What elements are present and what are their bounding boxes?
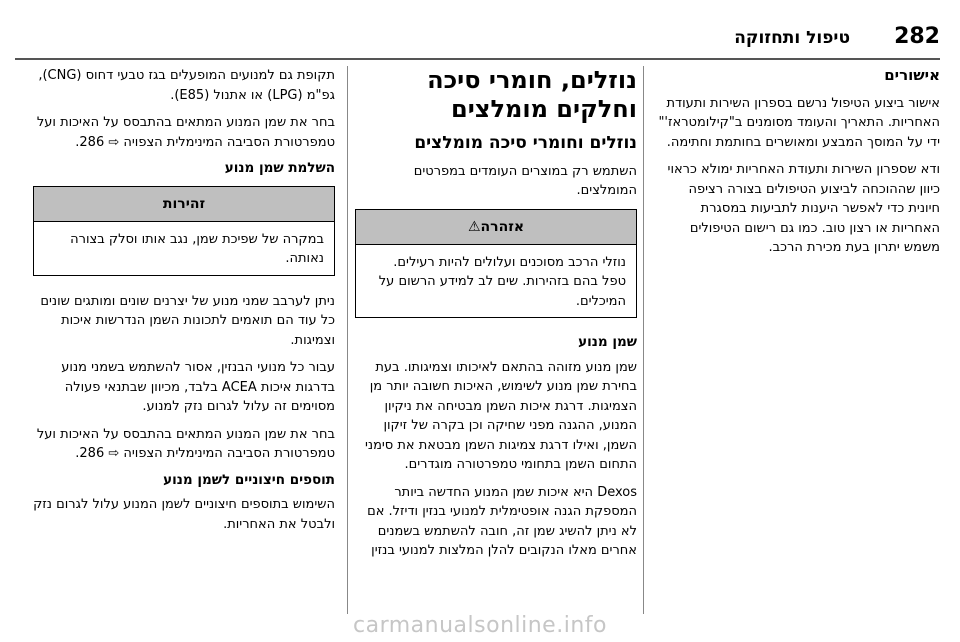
caution-header: זהירות — [34, 187, 334, 222]
approvals-paragraph-1: אישור ביצוע הטיפול נרשם בספרון השירות ותעודת האחריות. התאריך והעומד מסומנים ב"קילומטראז'" ידי על המוסך המבצע ומאושרים בחותמת וחתימה. — [658, 95, 940, 150]
additives-paragraph: השימוש בתוספים חיצוניים לשמן המנוע עלול לגרום נזק ולבטל את האחריות. — [33, 497, 335, 532]
oil-paragraph-continued: תקופת גם למנועים המופעלים בגז טבעי דחוס (CNG), גפ"מ (LPG) או אתנול (E85). — [38, 68, 335, 103]
fluids-intro: השתמש רק במוצרים העומדים במפרטים המומלצים. — [413, 163, 637, 199]
acea-paragraph: עבור כל מנועי הבנזין, אסור להשתמש בשמני מנוע בדרגות איכות ACEA בלבד, מכיוון שבתנאי פעולה מסוימים זה עלול לגרום נזק למנוע. — [61, 360, 335, 415]
warning-text: נוזלי הרכב מסוכנים ועלולים להיות רעילים. טפל בהם בזהירות. שים לב למידע הרשום על המיכלים. — [378, 254, 626, 309]
right-column — [656, 66, 940, 266]
mixing-paragraph: ניתן לערבב שמני מנוע של יצרנים שונים ומותגים שונים כל עוד הם תואמים לתכונות השמן הנדרשות איכות וצמיגות. — [40, 293, 335, 348]
oil-selection-paragraph: בחר את שמן המנוע המתאים בהתבסס על האיכות ועל טמפרטורת הסביבה המינימלית הצפויה ⇨ 286. — [36, 115, 335, 150]
topping-up-heading: השלמת שמן מנוע — [224, 160, 335, 176]
column-divider-left — [347, 66, 348, 614]
caution-body — [34, 222, 334, 275]
warning-header — [356, 210, 636, 245]
page-header — [15, 24, 940, 54]
middle-column — [355, 66, 637, 569]
oil-selection-paragraph-2: בחר את שמן המנוע המתאים בהתבסס על האיכות ועל טמפרטורת הסביבה המינימלית הצפויה ⇨ 286. — [36, 426, 335, 462]
approvals-heading: אישורים — [884, 66, 940, 84]
warning-body — [356, 245, 636, 318]
watermark: carmanualsonline.info — [353, 613, 607, 638]
warning-triangle-icon: ⚠ — [467, 218, 481, 235]
warning-title: אזהרה — [480, 218, 525, 235]
page-number: 282 — [894, 24, 940, 49]
left-column — [33, 66, 335, 542]
additives-heading: תוספים חיצוניים לשמן מנוע — [163, 471, 335, 488]
section-title: טיפול ותחזוקה — [734, 28, 850, 48]
chapter-title: נוזלים, חומרי סיכה וחלקים מומלצים — [427, 66, 637, 123]
caution-text: במקרה של שפיכת שמן, נגב אותו וסלק בצורה נאותה. — [70, 231, 324, 267]
engine-oil-paragraph-2: Dexos היא איכות שמן המנוע החדשה ביותר המספקת הגנה אופטימלית למנועי בנזין ודיזל. אם לא ניתן להשיג שמן זה, חובה להשתמש בשמנים אחרים מאלו הנקובים להלן המלצות למנועי בנזין — [367, 484, 637, 559]
header-rule — [15, 58, 940, 60]
engine-oil-heading: שמן מנוע — [578, 334, 637, 351]
caution-box — [33, 186, 335, 276]
approvals-paragraph-2: ודא שספרון השירות ותעודת האחריות ימולא כראוי כיוון שההוכחה לביצוע הטיפולים בצורה רציפה חיונית כדי לאפשר היענות לתביעות במסגרת האחריות או רצון טוב. כמו גם רישום הטיפולים משמש יתרון בעת מכירת הרכב. — [667, 162, 940, 255]
warning-box — [355, 209, 637, 319]
column-divider-right — [643, 66, 644, 614]
fluids-subheading: נוזלים וחומרי סיכה מומלצים — [414, 132, 637, 153]
engine-oil-paragraph-1: שמן מנוע מזוהה בהתאם לאיכותו וצמיגותו. בעת בחירת שמן מנוע לשימוש, האיכות חשובה יותר מן הצמיגות. דרגת איכות השמן מבטיחה את ניקיון המנוע, ההגנה מפני שחיקה וכן בקרה של זיקון השמן, ואילו דרגת צמיגות השמן מבטאת את סימני התחום השמן בתחומי טמפרטורה מוגדרים. — [364, 359, 637, 473]
